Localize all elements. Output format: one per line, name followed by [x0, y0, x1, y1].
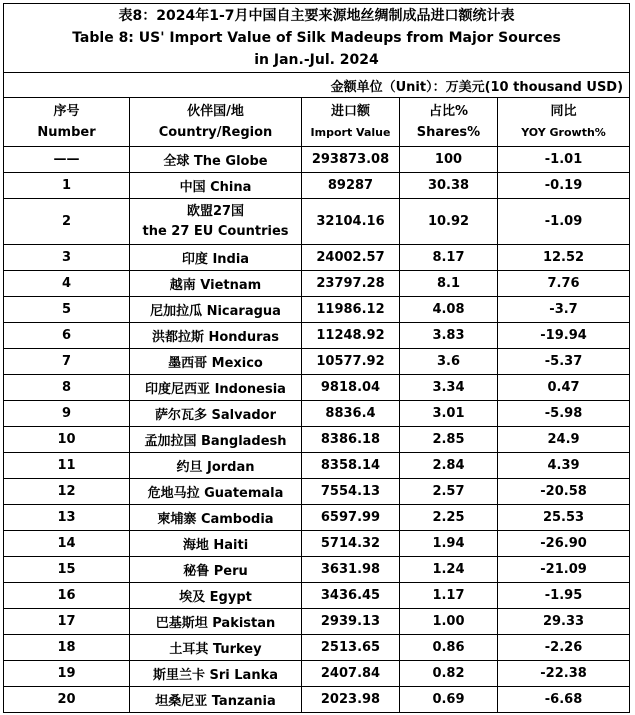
row-share: 8.17 [400, 245, 498, 271]
row-share: 8.1 [400, 271, 498, 297]
row-number: —— [4, 147, 130, 173]
table-row [4, 661, 630, 687]
row-share: 100 [400, 147, 498, 173]
header-shares-en: Shares% [416, 125, 481, 140]
row-country: 埃及 Egypt [130, 583, 302, 609]
title-en: Table 8: US' Import Value of Silk Madeups from Major Sources [72, 30, 561, 46]
row-country: 尼加拉瓜 Nicaragua [130, 297, 302, 323]
unit-label: 金额单位（Unit）：万美元(10 thousand USD) [4, 73, 630, 98]
row-share: 3.34 [400, 375, 498, 401]
row-number: 11 [4, 453, 130, 479]
row-number: 15 [4, 557, 130, 583]
row-yoy-growth: -0.19 [498, 173, 630, 199]
row-import-value: 8386.18 [302, 427, 400, 453]
table-row [4, 375, 630, 401]
table-row [4, 323, 630, 349]
row-number: 2 [4, 199, 130, 245]
row-yoy-growth: 0.47 [498, 375, 630, 401]
row-yoy-growth: -1.01 [498, 147, 630, 173]
row-number: 18 [4, 635, 130, 661]
table-row [4, 199, 630, 245]
row-import-value: 24002.57 [302, 245, 400, 271]
row-country: 海地 Haiti [130, 531, 302, 557]
row-import-value: 2023.98 [302, 687, 400, 713]
row-yoy-growth: 7.76 [498, 271, 630, 297]
table-row [4, 557, 630, 583]
table-row [4, 505, 630, 531]
table-row [4, 453, 630, 479]
row-country: 越南 Vietnam [130, 271, 302, 297]
row-share: 0.69 [400, 687, 498, 713]
table-row [4, 531, 630, 557]
table-row [4, 609, 630, 635]
row-share: 0.82 [400, 661, 498, 687]
row-number: 7 [4, 349, 130, 375]
row-import-value: 89287 [302, 173, 400, 199]
row-number: 10 [4, 427, 130, 453]
row-country: 洪都拉斯 Honduras [130, 323, 302, 349]
table-row [4, 479, 630, 505]
header-number [4, 98, 130, 147]
header-yoy-zh: 同比 [550, 104, 577, 119]
row-country: 墨西哥 Mexico [130, 349, 302, 375]
row-import-value: 8358.14 [302, 453, 400, 479]
row-number: 8 [4, 375, 130, 401]
table-row [4, 427, 630, 453]
row-share: 1.00 [400, 609, 498, 635]
row-number: 3 [4, 245, 130, 271]
row-number: 4 [4, 271, 130, 297]
row-country-en: the 27 EU Countries [142, 223, 289, 239]
row-country: 印度 India [130, 245, 302, 271]
title-period: in Jan.-Jul. 2024 [254, 52, 379, 68]
row-yoy-growth: -3.7 [498, 297, 630, 323]
row-import-value: 23797.28 [302, 271, 400, 297]
row-country: 印度尼西亚 Indonesia [130, 375, 302, 401]
header-yoy [498, 98, 630, 147]
title-zh: 表8：2024年1-7月中国自主要来源地丝绸制成品进口额统计表 [118, 8, 515, 24]
row-share: 30.38 [400, 173, 498, 199]
table-row [4, 271, 630, 297]
row-import-value: 6597.99 [302, 505, 400, 531]
row-country: 萨尔瓦多 Salvador [130, 401, 302, 427]
row-number: 16 [4, 583, 130, 609]
header-country [130, 98, 302, 147]
row-import-value: 11248.92 [302, 323, 400, 349]
header-yoy-en: YOY Growth% [521, 126, 606, 139]
row-country [130, 199, 302, 245]
row-yoy-growth: 24.9 [498, 427, 630, 453]
header-number-en: Number [37, 125, 96, 140]
row-share: 3.83 [400, 323, 498, 349]
header-country-zh: 伙伴国/地 [187, 104, 244, 119]
row-import-value: 7554.13 [302, 479, 400, 505]
row-yoy-growth: -1.09 [498, 199, 630, 245]
row-share: 2.57 [400, 479, 498, 505]
row-import-value: 8836.4 [302, 401, 400, 427]
row-country: 全球 The Globe [130, 147, 302, 173]
row-number: 13 [4, 505, 130, 531]
row-number: 14 [4, 531, 130, 557]
row-yoy-growth: -21.09 [498, 557, 630, 583]
row-yoy-growth: -19.94 [498, 323, 630, 349]
row-import-value: 9818.04 [302, 375, 400, 401]
table-row [4, 245, 630, 271]
row-country: 斯里兰卡 Sri Lanka [130, 661, 302, 687]
header-row [4, 98, 630, 147]
row-import-value: 3436.45 [302, 583, 400, 609]
table-row [4, 401, 630, 427]
row-country: 中国 China [130, 173, 302, 199]
row-yoy-growth: -26.90 [498, 531, 630, 557]
table-row [4, 147, 630, 173]
import-value-table [3, 3, 630, 713]
row-country: 约旦 Jordan [130, 453, 302, 479]
row-country: 坦桑尼亚 Tanzania [130, 687, 302, 713]
row-share: 2.84 [400, 453, 498, 479]
row-yoy-growth: 29.33 [498, 609, 630, 635]
row-country: 秘鲁 Peru [130, 557, 302, 583]
row-import-value: 3631.98 [302, 557, 400, 583]
table-title [4, 4, 630, 73]
row-yoy-growth: -5.98 [498, 401, 630, 427]
row-share: 4.08 [400, 297, 498, 323]
row-share: 1.17 [400, 583, 498, 609]
row-country: 柬埔寨 Cambodia [130, 505, 302, 531]
row-number: 9 [4, 401, 130, 427]
row-number: 20 [4, 687, 130, 713]
row-import-value: 11986.12 [302, 297, 400, 323]
header-import-zh: 进口额 [330, 104, 370, 119]
row-share: 2.25 [400, 505, 498, 531]
row-share: 1.24 [400, 557, 498, 583]
row-yoy-growth: -1.95 [498, 583, 630, 609]
row-share: 0.86 [400, 635, 498, 661]
row-import-value: 2407.84 [302, 661, 400, 687]
row-share: 1.94 [400, 531, 498, 557]
row-yoy-growth: -5.37 [498, 349, 630, 375]
row-yoy-growth: 25.53 [498, 505, 630, 531]
header-number-zh: 序号 [53, 104, 80, 119]
row-import-value: 293873.08 [302, 147, 400, 173]
row-yoy-growth: -20.58 [498, 479, 630, 505]
table-row [4, 635, 630, 661]
row-import-value: 32104.16 [302, 199, 400, 245]
row-import-value: 5714.32 [302, 531, 400, 557]
row-number: 6 [4, 323, 130, 349]
row-country: 土耳其 Turkey [130, 635, 302, 661]
row-yoy-growth: -6.68 [498, 687, 630, 713]
row-number: 17 [4, 609, 130, 635]
row-import-value: 2513.65 [302, 635, 400, 661]
header-import-en: Import Value [310, 126, 391, 139]
row-country: 孟加拉国 Bangladesh [130, 427, 302, 453]
row-country-zh: 欧盟27国 [186, 203, 245, 219]
row-import-value: 2939.13 [302, 609, 400, 635]
table-row [4, 687, 630, 713]
row-yoy-growth: -2.26 [498, 635, 630, 661]
row-share: 2.85 [400, 427, 498, 453]
header-shares-zh: 占比% [428, 104, 469, 119]
row-share: 10.92 [400, 199, 498, 245]
row-country: 危地马拉 Guatemala [130, 479, 302, 505]
row-yoy-growth: 12.52 [498, 245, 630, 271]
table-row [4, 173, 630, 199]
header-country-en: Country/Region [158, 125, 273, 140]
row-number: 12 [4, 479, 130, 505]
table-row [4, 297, 630, 323]
row-number: 1 [4, 173, 130, 199]
row-yoy-growth: -22.38 [498, 661, 630, 687]
row-number: 19 [4, 661, 130, 687]
row-share: 3.01 [400, 401, 498, 427]
header-import [302, 98, 400, 147]
row-yoy-growth: 4.39 [498, 453, 630, 479]
header-shares [400, 98, 498, 147]
import-table-sheet [3, 3, 629, 713]
table-row [4, 583, 630, 609]
row-share: 3.6 [400, 349, 498, 375]
table-row [4, 349, 630, 375]
row-number: 5 [4, 297, 130, 323]
row-country: 巴基斯坦 Pakistan [130, 609, 302, 635]
row-import-value: 10577.92 [302, 349, 400, 375]
